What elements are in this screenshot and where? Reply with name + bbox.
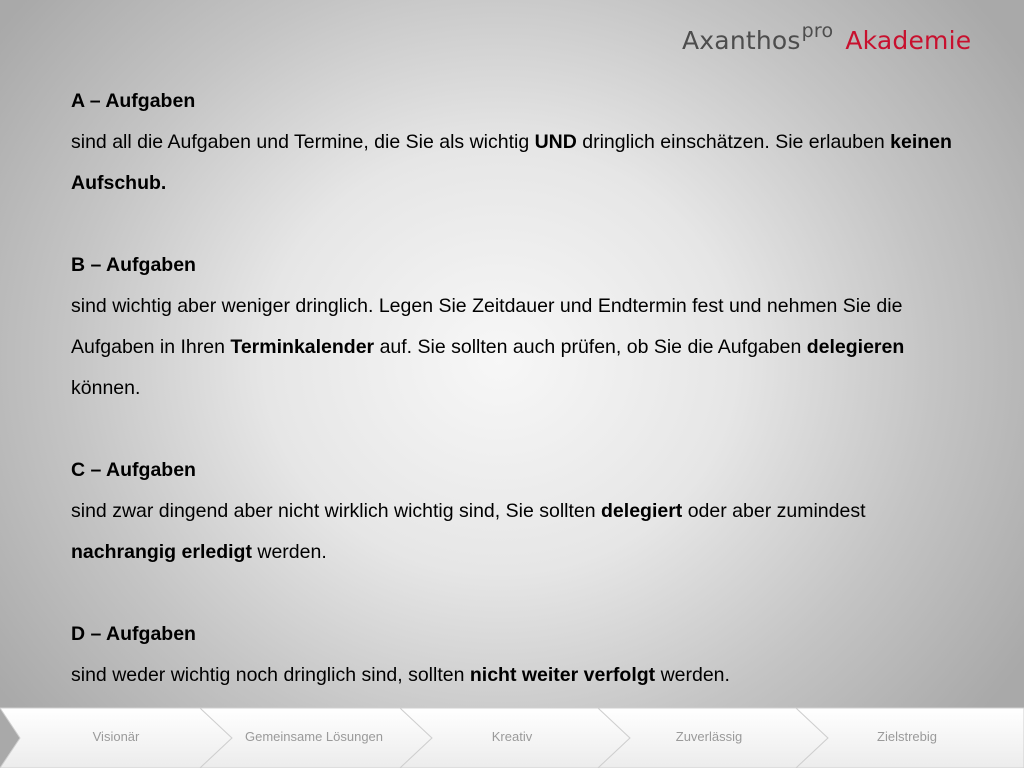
section-d [71,614,971,696]
body-text: werden. [251,541,327,563]
section-text [71,122,971,204]
footer-nav [0,706,1024,768]
tab-zielstrebig[interactable]: Zielstrebig [877,729,937,744]
emphasis-text: UND [534,131,577,153]
tab-kreativ[interactable]: Kreativ [491,729,533,744]
emphasis-text: nachrangig erledigt [71,541,252,563]
body-text: oder aber zumindest [682,500,866,522]
emphasis-text: delegiert [601,500,683,522]
section-text [71,655,971,696]
body-text: sind zwar dingend aber nicht wirklich wichtig sind, Sie sollten [71,500,602,522]
section-text [71,286,971,409]
emphasis-text: Terminkalender [230,336,375,358]
section-heading: D – Aufgaben [71,623,196,645]
body-text: können. [71,377,141,399]
tab-zuverlaessig[interactable]: Zuverlässig [675,729,743,744]
tab-visionaer[interactable]: Visionär [92,729,140,744]
section-a [71,81,971,204]
section-heading: B – Aufgaben [71,254,196,276]
tab-gemeinsame-loesungen[interactable]: Gemeinsame Lösungen [244,729,384,744]
task-category-list [71,81,971,696]
section-text [71,491,971,573]
logo-superscript: pro [801,20,834,42]
emphasis-text: delegieren [806,336,905,358]
body-text: sind weder wichtig noch dringlich sind, sollten [71,664,470,686]
logo-brand: Axanthos [682,26,801,55]
body-text: dringlich einschätzen. Sie erlauben [576,131,891,153]
body-text: auf. Sie sollten auch prüfen, ob Sie die Aufgaben [374,336,807,358]
section-heading: A – Aufgaben [71,90,196,112]
emphasis-text: keinen Aufschub. [71,131,952,194]
body-text: werden. [655,664,730,686]
section-c [71,450,971,573]
section-b [71,245,971,409]
body-text: sind wichtig aber weniger dringlich. Legen Sie Zeitdauer und Endtermin fest und nehmen Sie die Aufgaben in Ihren [71,295,903,358]
body-text: sind all die Aufgaben und Termine, die Sie als wichtig [71,131,535,153]
section-heading: C – Aufgaben [71,459,196,481]
logo [682,20,972,55]
emphasis-text: nicht weiter verfolgt [469,664,656,686]
logo-academy: Akademie [845,26,972,55]
